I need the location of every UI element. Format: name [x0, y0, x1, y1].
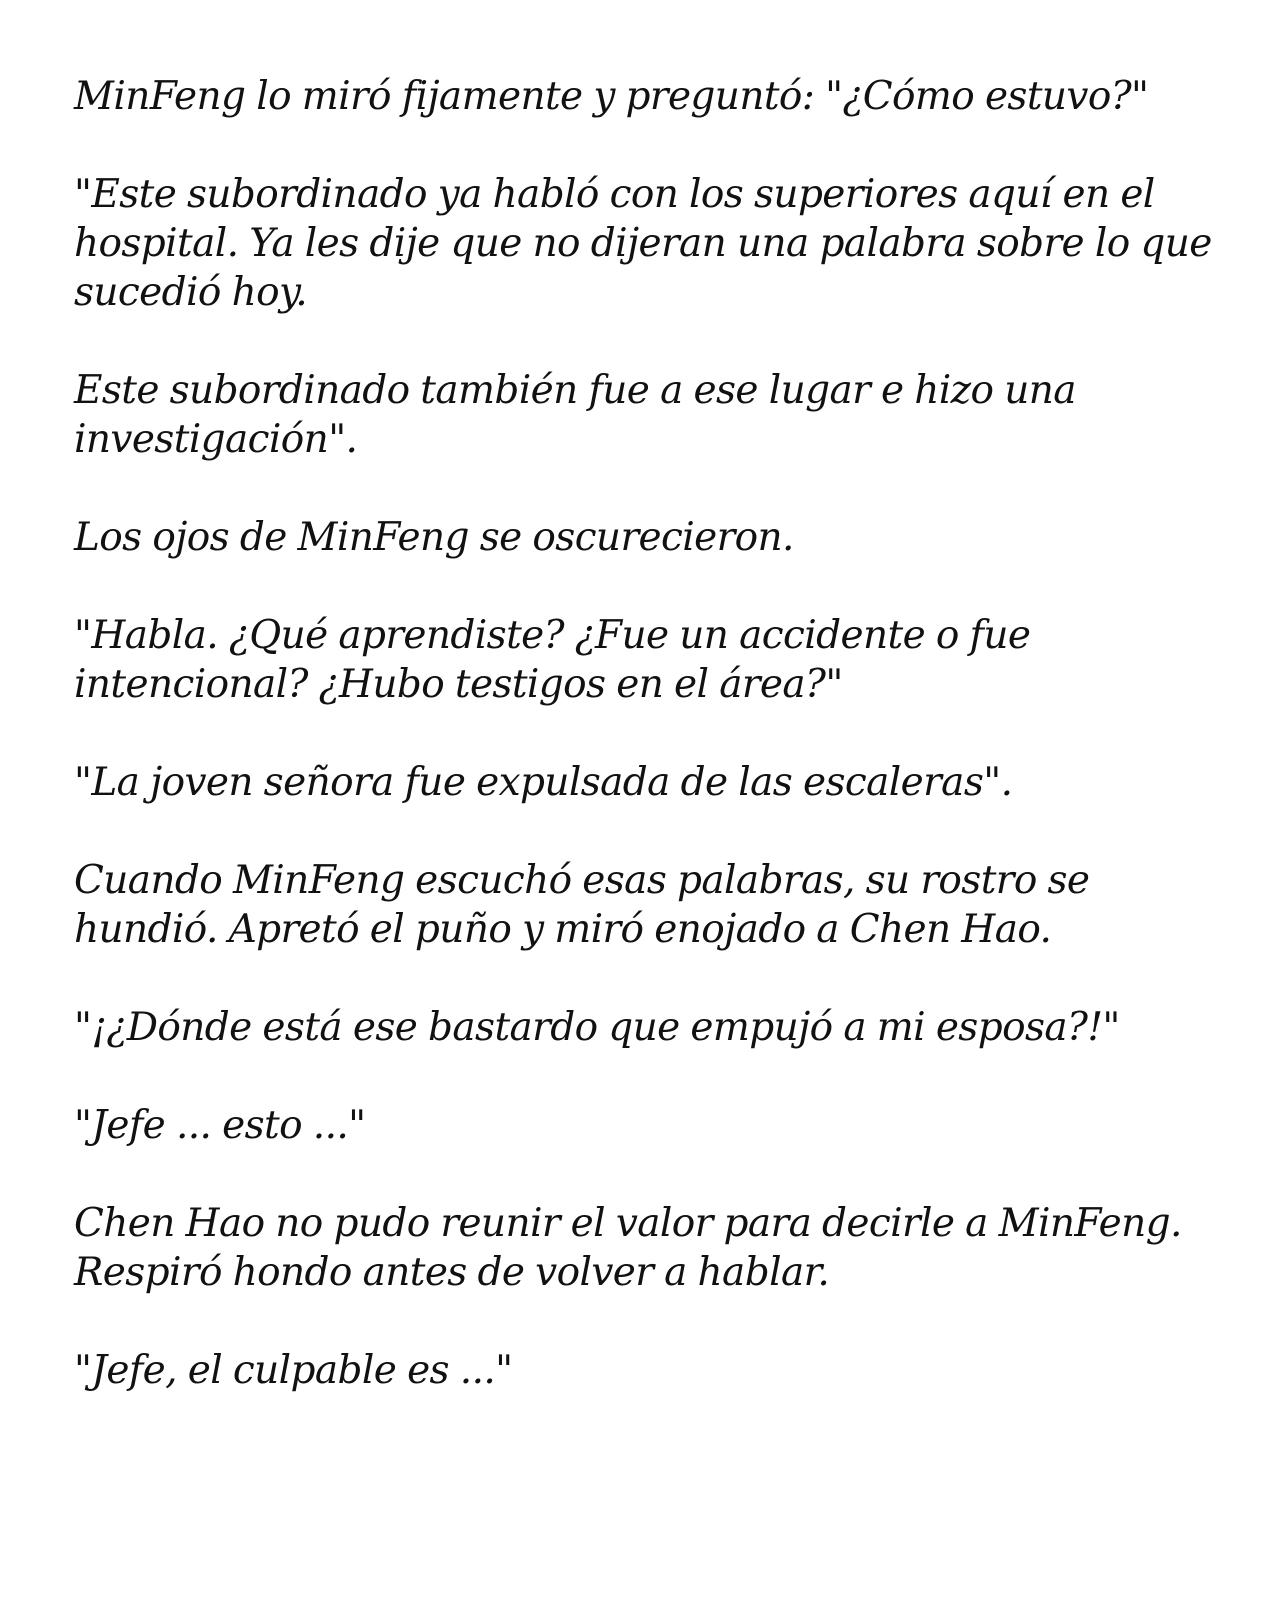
paragraph-6: "La joven señora fue expulsada de las escaleras".: [74, 760, 1013, 805]
paragraph-7: Cuando MinFeng escuchó esas palabras, su rostro se hundió. Apretó el puño y miró enojado a Chen Hao.: [74, 858, 1090, 952]
paragraph-4: Los ojos de MinFeng se oscurecieron.: [74, 515, 794, 560]
paragraph-9: "Jefe ... esto ...": [74, 1103, 366, 1148]
paragraph-2: "Este subordinado ya habló con los superiores aquí en el hospital. Ya les dije que no dijeran una palabra sobre lo que sucedió hoy.: [74, 172, 1212, 315]
paragraph-11: "Jefe, el culpable es ...": [74, 1348, 513, 1393]
paragraph-10: Chen Hao no pudo reunir el valor para decirle a MinFeng. Respiró hondo antes de volver a hablar.: [74, 1201, 1182, 1295]
paragraph-5: "Habla. ¿Qué aprendiste? ¿Fue un accidente o fue intencional? ¿Hubo testigos en el área?": [74, 613, 1031, 707]
paragraph-8: "¡¿Dónde está ese bastardo que empujó a mi esposa?!": [74, 1005, 1120, 1050]
paragraph-3: Este subordinado también fue a ese lugar e hizo una investigación".: [74, 368, 1076, 462]
paragraph-1: MinFeng lo miró fijamente y preguntó: "¿Cómo estuvo?": [74, 74, 1149, 119]
